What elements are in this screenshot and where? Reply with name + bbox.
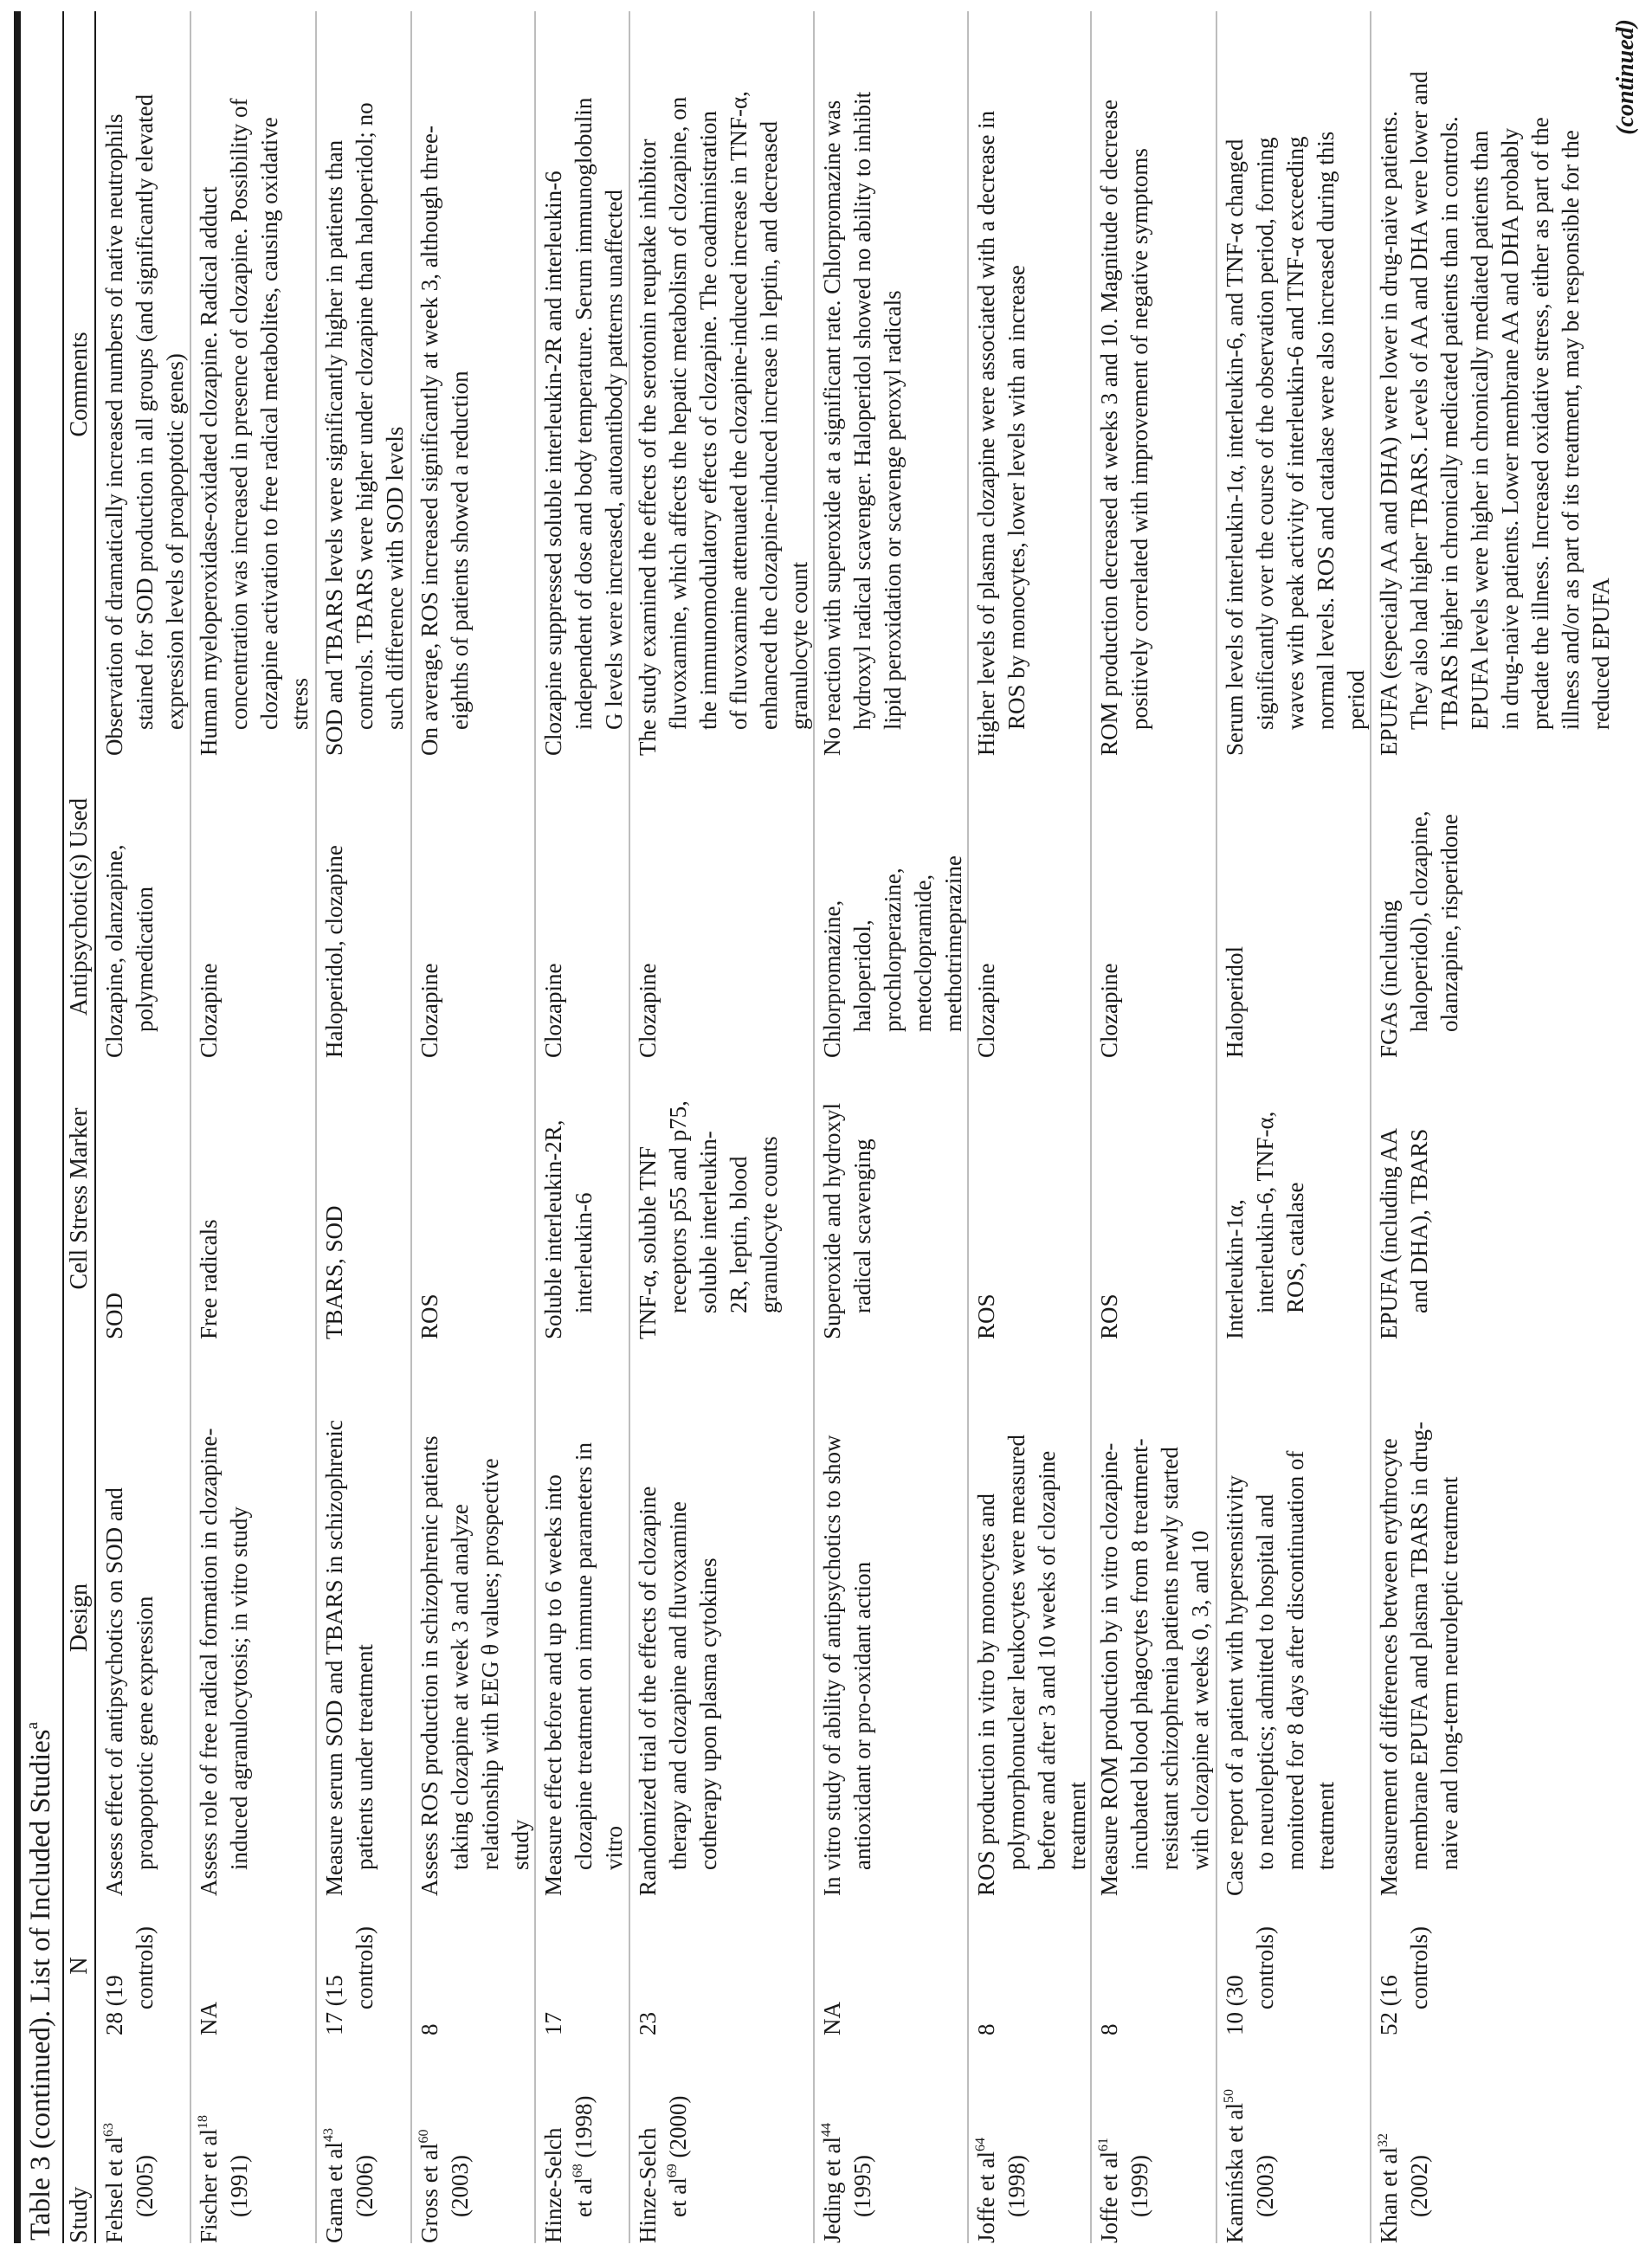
antipsychotic-cell xyxy=(633,964,663,1058)
study-text: (1998) xyxy=(571,2095,597,2164)
cell-stress-marker-cell xyxy=(1374,1128,1435,1339)
study-text: Joffe et al xyxy=(973,2151,999,2243)
comments-cell xyxy=(539,98,629,756)
cell-line: Free radicals xyxy=(196,1219,222,1339)
cell-line: resistant schizophrenia patients newly started xyxy=(1157,1447,1183,1870)
study-cell xyxy=(415,2130,475,2243)
reference-superscript: 32 xyxy=(1376,2133,1391,2148)
cell-line: TNF-α, soluble TNF xyxy=(635,1146,661,1339)
cell-line: monitored for 8 days after discontinuation of xyxy=(1282,1450,1308,1870)
cell-line xyxy=(817,2123,848,2243)
cell-line: 52 (16 xyxy=(1376,1975,1402,2035)
cell-line: Clozapine xyxy=(1096,963,1122,1058)
cell-line: Measure effect before and up to 6 weeks into xyxy=(540,1474,566,1896)
cell-line: granulocyte counts xyxy=(756,1136,782,1313)
design-cell xyxy=(539,1442,629,1896)
reference-superscript: 68 xyxy=(571,2164,585,2178)
cell-line: predate the illness. Increased oxidative stress, either as part of the xyxy=(1527,117,1553,730)
cell-stress-marker-cell xyxy=(633,1100,784,1339)
cell-line: FGAs (including xyxy=(1376,900,1402,1058)
table-title-text: Table 3 (continued). List of Included Studies xyxy=(25,1729,56,2241)
cell-line: Human myeloperoxidase-oxidated clozapine. Radical adduct xyxy=(196,186,222,756)
cell-line: SOD and TBARS levels were significantly higher in patients than xyxy=(321,139,347,756)
cell-line: methotrimeprazine xyxy=(940,855,966,1032)
cell-line: the immunomodulatory effects of clozapine. The coadministration xyxy=(695,110,721,730)
column-header-antipsychotics: Antipsychotic(s) Used xyxy=(66,797,93,1016)
cell-line: Clozapine suppressed soluble interleukin-2R and interleukin-6 xyxy=(540,171,566,756)
cell-line: Chlorpromazine, xyxy=(819,900,845,1058)
cell-line: such difference with SOD levels xyxy=(382,426,408,730)
study-text: (2003) xyxy=(447,2155,473,2217)
n-cell xyxy=(1374,1926,1435,2035)
cell-line: antioxidant or pro-oxidant action xyxy=(849,1561,875,1870)
cell-line: period xyxy=(1343,670,1369,730)
header-bottom-rule xyxy=(94,11,96,2243)
row-separator xyxy=(410,11,412,2243)
cell-line: 23 xyxy=(635,2012,661,2035)
reference-superscript: 69 xyxy=(665,2164,680,2178)
column-header-n: N xyxy=(66,1957,93,1975)
reference-superscript: 44 xyxy=(819,2123,834,2138)
row-separator xyxy=(813,11,815,2243)
design-cell xyxy=(1220,1451,1341,1896)
cell-line: interleukin-6 xyxy=(571,1192,597,1313)
cell-line xyxy=(194,2115,224,2243)
study-cell xyxy=(971,2138,1032,2243)
cell-line: of fluvoxamine attenuated the clozapine-induced increase in TNF-α, xyxy=(726,91,752,730)
cell-line: Clozapine xyxy=(416,963,442,1058)
cell-line: prochlorperazine, xyxy=(880,868,906,1032)
column-header-cell-stress-marker: Cell Stress Marker xyxy=(66,1107,93,1290)
cell-stress-marker-cell xyxy=(415,1293,445,1339)
study-text: Gross et al xyxy=(416,2143,442,2243)
cell-line: polymorphonuclear leukocytes were measured xyxy=(1003,1434,1029,1870)
study-text: (1995) xyxy=(849,2155,875,2217)
cell-line: TBARS, SOD xyxy=(321,1205,347,1339)
study-text: Hinze-Selch xyxy=(635,2127,661,2243)
cell-line: Randomized trial of the effects of clozapine xyxy=(635,1486,661,1896)
cell-line xyxy=(1250,2089,1281,2243)
cell-line: Serum levels of interleukin-1α, interleukin-6, and TNF-α changed xyxy=(1222,139,1248,756)
study-text: (1998) xyxy=(1003,2155,1029,2217)
cell-line: NA xyxy=(819,2002,845,2035)
cell-line xyxy=(445,2130,475,2243)
cell-line xyxy=(1404,2133,1435,2243)
comments-cell xyxy=(633,91,815,756)
cell-line: Observation of dramatically increased numbers of native neutrophils xyxy=(101,113,127,756)
cell-line: patients under treatment xyxy=(352,1644,378,1870)
column-header-design: Design xyxy=(66,1583,93,1653)
cell-line: Superoxide and hydroxyl xyxy=(819,1103,845,1339)
cell-line: Clozapine xyxy=(540,963,566,1058)
n-cell xyxy=(539,2012,569,2035)
cell-line xyxy=(319,2128,350,2243)
cell-line: The study examined the effects of the serotonin reuptake inhibitor xyxy=(635,139,661,756)
cell-line: 8 xyxy=(416,2023,442,2035)
cell-line xyxy=(1125,2138,1155,2243)
comments-cell xyxy=(817,92,908,756)
cell-line: EPUFA (especially AA and DHA) were lower in drug-naive patients. xyxy=(1376,111,1402,756)
cell-line: EPUFA (including AA xyxy=(1376,1127,1402,1339)
cell-line: 10 (30 xyxy=(1222,1975,1248,2035)
reference-superscript: 63 xyxy=(101,2123,116,2138)
cell-line: controls) xyxy=(1406,1926,1432,2009)
design-cell xyxy=(319,1420,380,1896)
row-separator xyxy=(315,11,317,2243)
cell-line xyxy=(848,2123,878,2243)
cell-line xyxy=(663,2096,694,2243)
study-cell xyxy=(194,2115,255,2243)
design-cell xyxy=(817,1435,878,1896)
cell-stress-marker-cell xyxy=(971,1293,1002,1339)
cell-line: Assess role of free radical formation in clozapine- xyxy=(196,1428,222,1896)
n-cell xyxy=(633,2012,663,2035)
n-cell xyxy=(415,2024,445,2036)
comments-cell xyxy=(1220,132,1371,756)
cell-stress-marker-cell xyxy=(194,1219,224,1339)
cell-line: significantly over the course of the observation period, forming xyxy=(1252,137,1278,730)
antipsychotic-cell xyxy=(971,964,1002,1058)
cell-line: concentration was increased in presence of clozapine. Possibility of xyxy=(226,98,252,730)
study-text: (2002) xyxy=(1406,2155,1432,2217)
title-footnote-marker: a xyxy=(23,1721,42,1730)
study-text: (2000) xyxy=(665,2095,691,2164)
cell-line: Measure ROM production by in vitro clozapine- xyxy=(1096,1442,1122,1896)
comments-cell xyxy=(1374,71,1617,756)
cell-line: Soluble interleukin-2R, xyxy=(540,1119,566,1339)
cell-line: EPUFA levels were higher in chronically mediated patients than xyxy=(1467,130,1493,730)
row-separator xyxy=(1370,11,1371,2243)
cell-line: eighths of patients showed a reduction xyxy=(447,371,473,730)
study-cell xyxy=(817,2123,878,2243)
cell-line: TBARS higher in chronically medicated patients than in controls. xyxy=(1436,116,1462,730)
cell-stress-marker-cell xyxy=(100,1293,130,1339)
study-text: Fischer et al xyxy=(196,2129,222,2243)
n-cell xyxy=(971,2024,1002,2036)
cell-line: radical scavenging xyxy=(849,1138,875,1313)
cell-line: study xyxy=(507,1819,533,1870)
comments-cell xyxy=(1094,100,1155,756)
cell-line: lipid peroxidation or scavenge peroxyl radicals xyxy=(880,290,906,730)
cell-line: 2R, leptin, blood xyxy=(726,1156,752,1313)
study-text: Hinze-Selch xyxy=(540,2127,566,2243)
cell-line xyxy=(415,2130,445,2243)
cell-stress-marker-cell xyxy=(817,1103,878,1339)
cell-line xyxy=(633,2096,663,2243)
cell-line: Haloperidol xyxy=(1222,946,1248,1058)
cell-line: Haloperidol, clozapine xyxy=(321,845,347,1058)
cell-line xyxy=(1374,2133,1404,2243)
cell-line: In vitro study of ability of antipsychotics to show xyxy=(819,1435,845,1896)
cell-line: haloperidol, xyxy=(849,919,875,1032)
design-cell xyxy=(415,1435,536,1896)
study-cell xyxy=(1374,2133,1435,2243)
study-cell xyxy=(539,2096,599,2243)
cell-line xyxy=(1094,2138,1125,2243)
cell-line: relationship with EEG θ values; prospective xyxy=(477,1458,503,1870)
cell-line: Measure serum SOD and TBARS in schizophrenic xyxy=(321,1420,347,1896)
top-thick-rule xyxy=(14,11,21,2243)
cell-line: Assess effect of antipsychotics on SOD and xyxy=(101,1487,127,1896)
cell-line: hydroxyl radical scavenger. Haloperidol showed no ability to inhibit xyxy=(849,91,875,730)
comments-cell xyxy=(319,102,410,756)
comments-cell xyxy=(415,126,475,756)
study-text: (2005) xyxy=(132,2155,158,2217)
cell-line: 28 (19 xyxy=(101,1975,127,2035)
row-separator xyxy=(1216,11,1217,2243)
design-cell xyxy=(633,1487,724,1896)
comments-cell xyxy=(194,98,315,756)
cell-line: 17 (15 xyxy=(321,1975,347,2035)
cell-line: positively correlated with improvement of negative symptoms xyxy=(1126,148,1152,730)
cell-line: enhanced the clozapine-induced increase in leptin, and decreased xyxy=(756,120,782,730)
cell-line: in drug-naive patients. Lower membrane AA and DHA probably xyxy=(1497,127,1523,730)
reference-superscript: 61 xyxy=(1096,2138,1111,2152)
study-cell xyxy=(319,2128,380,2243)
column-header-study: Study xyxy=(66,2186,93,2243)
cell-line xyxy=(569,2096,599,2243)
cell-line: polymedication xyxy=(132,887,158,1032)
cell-line: SOD xyxy=(101,1292,127,1339)
cell-line: olanzapine, risperidone xyxy=(1436,814,1462,1032)
study-text: Joffe et al xyxy=(1096,2151,1122,2243)
study-text: (2006) xyxy=(352,2155,378,2217)
study-cell xyxy=(1094,2138,1155,2243)
design-cell xyxy=(194,1428,255,1896)
design-cell xyxy=(1374,1422,1465,1896)
cell-line: receptors p55 and p75, xyxy=(665,1100,691,1313)
cell-line: ROS production in vitro by monocytes and xyxy=(973,1493,999,1896)
cell-line: metoclopramide, xyxy=(910,874,936,1032)
cell-line: Clozapine xyxy=(973,963,999,1058)
cell-line: proapoptotic gene expression xyxy=(132,1596,158,1870)
antipsychotic-cell xyxy=(1094,964,1125,1058)
comments-cell xyxy=(100,94,190,756)
cell-line: No reaction with superoxide at a significant rate. Chlorpromazine was xyxy=(819,100,845,756)
study-text: (1991) xyxy=(226,2155,252,2217)
row-separator xyxy=(190,11,191,2243)
cell-line xyxy=(539,2096,569,2243)
cell-line: ROM production decreased at weeks 3 and 10. Magnitude of decrease xyxy=(1096,100,1122,756)
cell-line: soluble interleukin- xyxy=(695,1131,721,1313)
cell-line: 8 xyxy=(1096,2023,1122,2035)
cell-line: cotherapy upon plasma cytokines xyxy=(695,1558,721,1870)
n-cell xyxy=(319,1926,380,2035)
design-cell xyxy=(1094,1438,1216,1896)
cell-line: membrane EPUFA and plasma TBARS in drug- xyxy=(1406,1422,1432,1870)
n-cell xyxy=(1094,2024,1125,2036)
antipsychotic-cell xyxy=(817,855,969,1058)
study-text: Kamińska et al xyxy=(1222,2103,1248,2243)
cell-line: independent of dose and body temperature. Serum immunoglobulin xyxy=(571,97,597,730)
study-text: Khan et al xyxy=(1376,2147,1402,2243)
cell-line: 8 xyxy=(973,2023,999,2035)
cell-stress-marker-cell xyxy=(1220,1112,1311,1339)
cell-line: clozapine activation to free radical metabolites, causing oxidative xyxy=(256,117,282,730)
antipsychotic-cell xyxy=(100,844,160,1058)
antipsychotic-cell xyxy=(194,964,224,1058)
cell-stress-marker-cell xyxy=(319,1205,350,1339)
cell-line xyxy=(224,2115,255,2243)
cell-line xyxy=(1002,2138,1032,2243)
reference-superscript: 60 xyxy=(416,2129,431,2144)
row-separator xyxy=(534,11,536,2243)
cell-line: Assess ROS production in schizophrenic patients xyxy=(416,1435,442,1896)
study-cell xyxy=(1220,2089,1281,2243)
reference-superscript: 50 xyxy=(1222,2089,1236,2104)
cell-line xyxy=(350,2128,380,2243)
row-separator xyxy=(629,11,630,2243)
reference-superscript: 43 xyxy=(321,2128,336,2143)
cell-line: normal levels. ROS and catalase were also increased during this xyxy=(1313,131,1339,730)
n-cell xyxy=(1220,1926,1281,2035)
cell-line: naive and long-term neuroleptic treatment xyxy=(1436,1476,1462,1870)
study-text: (2003) xyxy=(1252,2155,1278,2217)
cell-line: haloperidol), clozapine, xyxy=(1406,810,1432,1032)
cell-line: controls) xyxy=(132,1926,158,2009)
reference-superscript: 64 xyxy=(973,2138,988,2152)
cell-line: and DHA), TBARS xyxy=(1406,1128,1432,1313)
cell-line: 17 xyxy=(540,2012,566,2035)
cell-line: treatment xyxy=(1313,1782,1339,1870)
cell-line: vitro xyxy=(601,1826,627,1870)
antipsychotic-cell xyxy=(1374,810,1465,1058)
cell-line: therapy and clozapine and fluvoxamine xyxy=(665,1501,691,1870)
cell-line: Measurement of differences between erythrocyte xyxy=(1376,1438,1402,1896)
study-text: Gama et al xyxy=(321,2142,347,2243)
cell-line: incubated blood phagocytes from 8 treatment- xyxy=(1126,1438,1152,1870)
cell-line: ROS xyxy=(1096,1293,1122,1339)
cell-stress-marker-cell xyxy=(1094,1293,1125,1339)
cell-line xyxy=(100,2123,130,2243)
cell-line: reduced EPUFA xyxy=(1588,577,1614,730)
cell-line: ROS, catalase xyxy=(1282,1182,1308,1313)
cell-line: stained for SOD production in all groups (and significantly elevated xyxy=(132,94,158,730)
n-cell xyxy=(817,2002,848,2035)
cell-line: controls) xyxy=(352,1926,378,2009)
cell-line: expression levels of proapoptotic genes) xyxy=(162,353,188,730)
continued-label: (continued) xyxy=(1612,19,1639,135)
cell-line: clozapine treatment on immune parameters in xyxy=(571,1442,597,1870)
cell-line: taking clozapine at week 3 and analyze xyxy=(447,1504,473,1870)
cell-line: Higher levels of plasma clozapine were associated with a decrease in xyxy=(973,110,999,756)
cell-line: They also had higher TBARS. Levels of AA and DHA were lower and xyxy=(1406,71,1432,730)
cell-line: Case report of a patient with hypersensitivity xyxy=(1222,1475,1248,1896)
design-cell xyxy=(100,1487,160,1896)
study-text: Jeding et al xyxy=(819,2137,845,2243)
design-cell xyxy=(971,1435,1093,1896)
study-text: et al xyxy=(571,2177,597,2217)
cell-line: ROS by monocytes, lower levels with an increase xyxy=(1003,265,1029,730)
cell-line xyxy=(971,2138,1002,2243)
cell-line: Clozapine, olanzapine, xyxy=(101,844,127,1058)
antipsychotic-cell xyxy=(1220,946,1250,1058)
cell-line: before and after 3 and 10 weeks of clozapine xyxy=(1034,1450,1060,1870)
table-title xyxy=(23,1722,59,2241)
n-cell xyxy=(100,1926,160,2035)
study-text: et al xyxy=(665,2177,691,2217)
cell-line: G levels were increased, autoantibody patterns unaffected xyxy=(601,190,627,730)
cell-line xyxy=(130,2123,160,2243)
cell-line: induced agranulocytosis; in vitro study xyxy=(226,1506,252,1870)
cell-line: with clozapine at weeks 0, 3, and 10 xyxy=(1187,1530,1213,1870)
cell-line: to neuroleptics; admitted to hospital and xyxy=(1252,1493,1278,1870)
cell-line: Clozapine xyxy=(635,963,661,1058)
cell-line: stress xyxy=(287,678,313,730)
cell-line: waves with peak activity of interleukin-6 and TNF-α exceeding xyxy=(1282,136,1308,730)
cell-line: Interleukin-1α, xyxy=(1222,1199,1248,1339)
n-cell xyxy=(194,2002,224,2035)
cell-line: granulocyte count xyxy=(786,561,812,730)
cell-line: interleukin-6, TNF-α, xyxy=(1252,1111,1278,1313)
cell-stress-marker-cell xyxy=(539,1120,599,1339)
antipsychotic-cell xyxy=(539,964,569,1058)
row-separator xyxy=(967,11,969,2243)
cell-line: ROS xyxy=(973,1293,999,1339)
study-cell xyxy=(100,2123,160,2243)
comments-cell xyxy=(971,111,1032,756)
cell-line: controls) xyxy=(1252,1926,1278,2009)
cell-line: treatment xyxy=(1064,1782,1090,1870)
study-text: Fehsel et al xyxy=(101,2137,127,2243)
study-text: (1999) xyxy=(1126,2155,1152,2217)
cell-line xyxy=(1220,2089,1250,2243)
cell-line: ROS xyxy=(416,1293,442,1339)
cell-line: On average, ROS increased significantly at week 3, although three- xyxy=(416,126,442,756)
column-header-comments: Comments xyxy=(66,332,93,437)
cell-line: fluvoxamine, which affects the hepatic metabolism of clozapine, on xyxy=(665,96,691,730)
reference-superscript: 18 xyxy=(196,2115,210,2130)
cell-line: NA xyxy=(196,2002,222,2035)
cell-line: illness and/or as part of its treatment, may be responsible for the xyxy=(1558,130,1584,730)
study-cell xyxy=(633,2096,694,2243)
row-separator xyxy=(1090,11,1092,2243)
cell-line: controls. TBARS were higher under clozapine than haloperidol; no xyxy=(352,102,378,730)
antipsychotic-cell xyxy=(319,845,350,1058)
cell-line: Clozapine xyxy=(196,963,222,1058)
antipsychotic-cell xyxy=(415,964,445,1058)
